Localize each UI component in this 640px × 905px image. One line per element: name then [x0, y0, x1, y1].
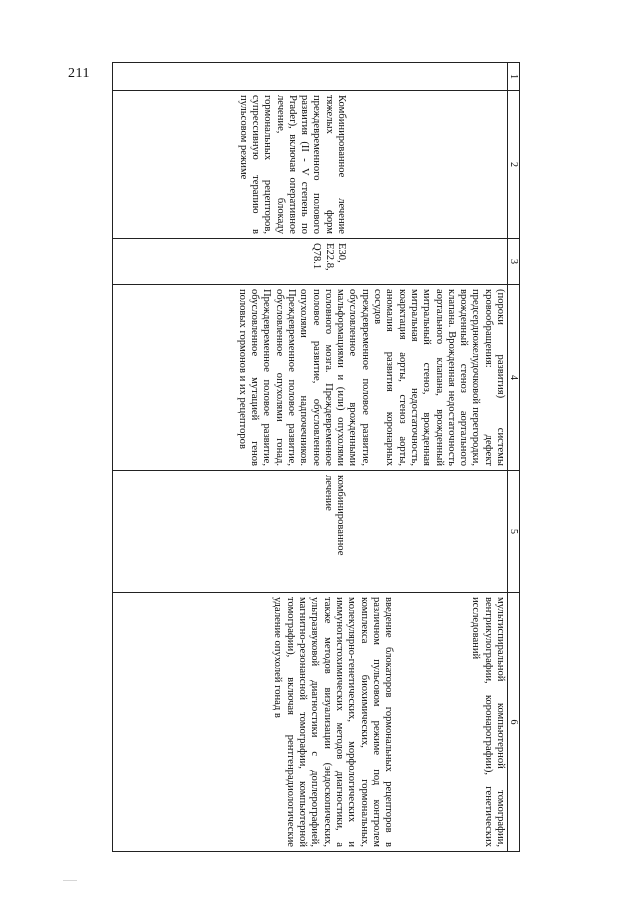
table-row [113, 63, 508, 852]
header-cell-4: 4 [508, 285, 520, 471]
header-cell-5: 5 [508, 471, 520, 593]
treatment-table [112, 62, 520, 852]
cell-method [113, 593, 508, 852]
header-cell-2: 2 [508, 91, 520, 239]
cell-number [113, 63, 508, 91]
method-text-continued: мультиспиральной компьютерной томографии, вентрикулографии, коронарографии), генетических исследований [470, 597, 506, 847]
diagnosis-text-continued: (пороки развития) системы кровообращения: дефект предсердножелудочковой перегородки, врожденный стеноз аортального клапана. Врожденная недостаточность аортального клапана, врожденный митральный стеноз, врожденная митральная недостаточность, коарктация аорты, стеноз аорты, аномалия развития коронарных сосудов [372, 289, 506, 466]
cell-treatment-type [113, 471, 508, 593]
cell-treatment-name [113, 91, 508, 239]
icd-codes-text: E30, E22.8, Q78.1 [311, 243, 347, 271]
header-row [508, 63, 520, 852]
treatment-name-text: Комбинированное лечение тяжелых форм преждевременного полового развития (II - V степень по Prader), включая оперативное лечение, блокаду гормональных рецепторов, супрессивную терапию в пульсовом режиме [237, 95, 347, 234]
method-text-main: введение блокаторов гормональных рецепторов в различном пульсовом режиме под контролем комплекса биохимических, гормональных, молекулярно-генетических, морфологических и иммуногистохимических методов диагностики, а также методов визуализации (эндоскопических, ультразвуковой диагностики с доплерографией, магнитно-резонансной томографии, компьютерной томографии), включая рентгенрадиологические удаление опухолей гонад в [272, 597, 395, 847]
cell-icd-codes [113, 239, 508, 285]
header-cell-3: 3 [508, 239, 520, 285]
page-number: 211 [68, 66, 90, 81]
rotated-table-container [112, 62, 520, 851]
treatment-type-text: комбинированное лечение [322, 475, 346, 556]
header-cell-6: 6 [508, 593, 520, 852]
header-cell-1: 1 [508, 63, 520, 91]
diagnosis-text-main: преждевременное половое развитие, обусловленное врожденными мальформациями и (или) опухолями головного мозга. Преждевременное половое развитие, обусловленное опухолями надпочечников. Преждевременное половое развитие, обусловленное опухолями гонад. Преждевременное половое развитие, обусловленное мутацией генов половых гормонов и их рецепторов [236, 289, 371, 466]
cell-diagnosis [113, 285, 508, 471]
scan-mark [63, 880, 77, 881]
